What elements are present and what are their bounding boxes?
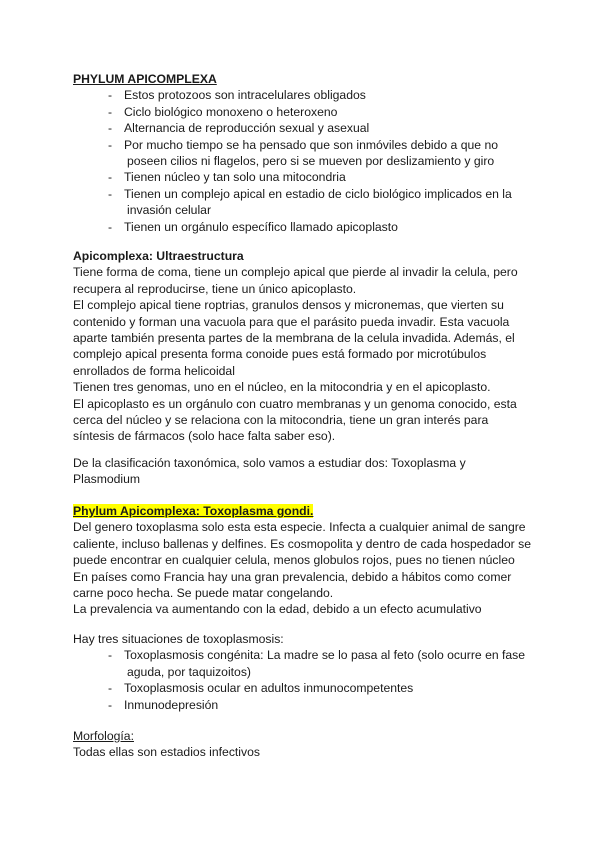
- list-item: - Tienen un orgánulo específico llamado apicoplasto: [73, 219, 543, 235]
- situations-list: [73, 647, 543, 713]
- list-item: - Tienen un complejo apical en estadio de ciclo biológico implicados en la invasión celular: [73, 186, 543, 219]
- situations-intro: Hay tres situaciones de toxoplasmosis:: [73, 632, 284, 646]
- paragraph-line: caliente, incluso ballenas y delfines. Es cosmopolita y dentro de cada hospedador se: [73, 536, 531, 551]
- paragraph-line: puede encontrar en cualquier celula, menos globulos rojos, pues no tienen núcleo: [73, 553, 515, 568]
- paragraph-line: contenido y forman una vacuola para que el parásito pueda invadir. Esta vacuola: [73, 314, 510, 329]
- morphology-text: Todas ellas son estadios infectivos: [73, 745, 260, 760]
- list-item: - Alternancia de reproducción sexual y asexual: [73, 120, 543, 136]
- paragraph-line: enrollados de forma helicoidal: [73, 363, 235, 378]
- section-phylum-apicomplexa: [73, 71, 543, 235]
- list-item: - Toxoplasmosis congénita: La madre se lo pasa al feto (solo ocurre en fase aguda, por taquizoitos): [73, 647, 543, 680]
- section-title: Apicomplexa: Ultraestructura: [73, 249, 244, 263]
- section-toxoplasma: [73, 503, 543, 618]
- section-title: PHYLUM APICOMPLEXA: [73, 72, 217, 86]
- list-item: - Por mucho tiempo se ha pensado que son inmóviles debido a que no poseen cilios ni flagelos, pero si se mueven por deslizamiento y giro: [73, 137, 543, 170]
- morphology-title: Morfología:: [73, 729, 134, 743]
- section-title: [73, 503, 543, 519]
- list-item: - Toxoplasmosis ocular en adultos inmunocompetentes: [73, 680, 543, 696]
- paragraph-line: La prevalencia va aumentando con la edad, debido a un efecto acumulativo: [73, 602, 482, 617]
- highlighted-title: Phylum Apicomplexa: Toxoplasma gondi.: [73, 504, 314, 518]
- paragraph-line: recupera al reproducirse, tiene un único apicoplasto.: [73, 281, 357, 296]
- section-ultraestructura: [73, 248, 543, 445]
- paragraph-line: Plasmodium: [73, 472, 141, 487]
- paragraph-line: El apicoplasto es un orgánulo con cuatro membranas y un genoma conocido, esta: [73, 396, 517, 411]
- list-item: - Estos protozoos son intracelulares obligados: [73, 87, 543, 103]
- paragraph-line: Del genero toxoplasma solo esta esta especie. Infecta a cualquier animal de sangre: [73, 520, 526, 535]
- paragraph-line: síntesis de fármacos (solo hace falta saber eso).: [73, 429, 336, 444]
- list-item: - Ciclo biológico monoxeno o heteroxeno: [73, 104, 543, 120]
- paragraph-line: aparte también presenta partes de la membrana de la celula invadida. Además, el: [73, 331, 515, 346]
- paragraph-line: Tiene forma de coma, tiene un complejo apical que pierde al invadir la celula, pero: [73, 265, 518, 280]
- paragraph-line: El complejo apical tiene roptrias, granulos densos y micronemas, que vierten su: [73, 298, 504, 313]
- paragraph-line: carne poco hecha. Se puede matar congelando.: [73, 586, 334, 601]
- paragraph-line: De la clasificación taxonómica, solo vamos a estudiar dos: Toxoplasma y: [73, 456, 466, 470]
- paragraph-line: En países como Francia hay una gran prevalencia, debido a hábitos como comer: [73, 569, 512, 584]
- characteristics-list: [73, 87, 543, 235]
- paragraph-line: Tienen tres genomas, uno en el núcleo, en la mitocondria y en el apicoplasto.: [73, 380, 491, 395]
- list-item: - Inmunodepresión: [73, 697, 543, 713]
- list-item: - Tienen núcleo y tan solo una mitocondria: [73, 169, 543, 185]
- paragraph-line: cerca del núcleo y se relaciona con la mitocondria, tiene un gran interés para: [73, 413, 489, 428]
- situations-block: [73, 631, 543, 713]
- morphology-block: [73, 728, 543, 761]
- classification-paragraph: [73, 455, 543, 488]
- paragraph-line: complejo apical presenta forma conoide pues está formado por microtúbulos: [73, 347, 487, 362]
